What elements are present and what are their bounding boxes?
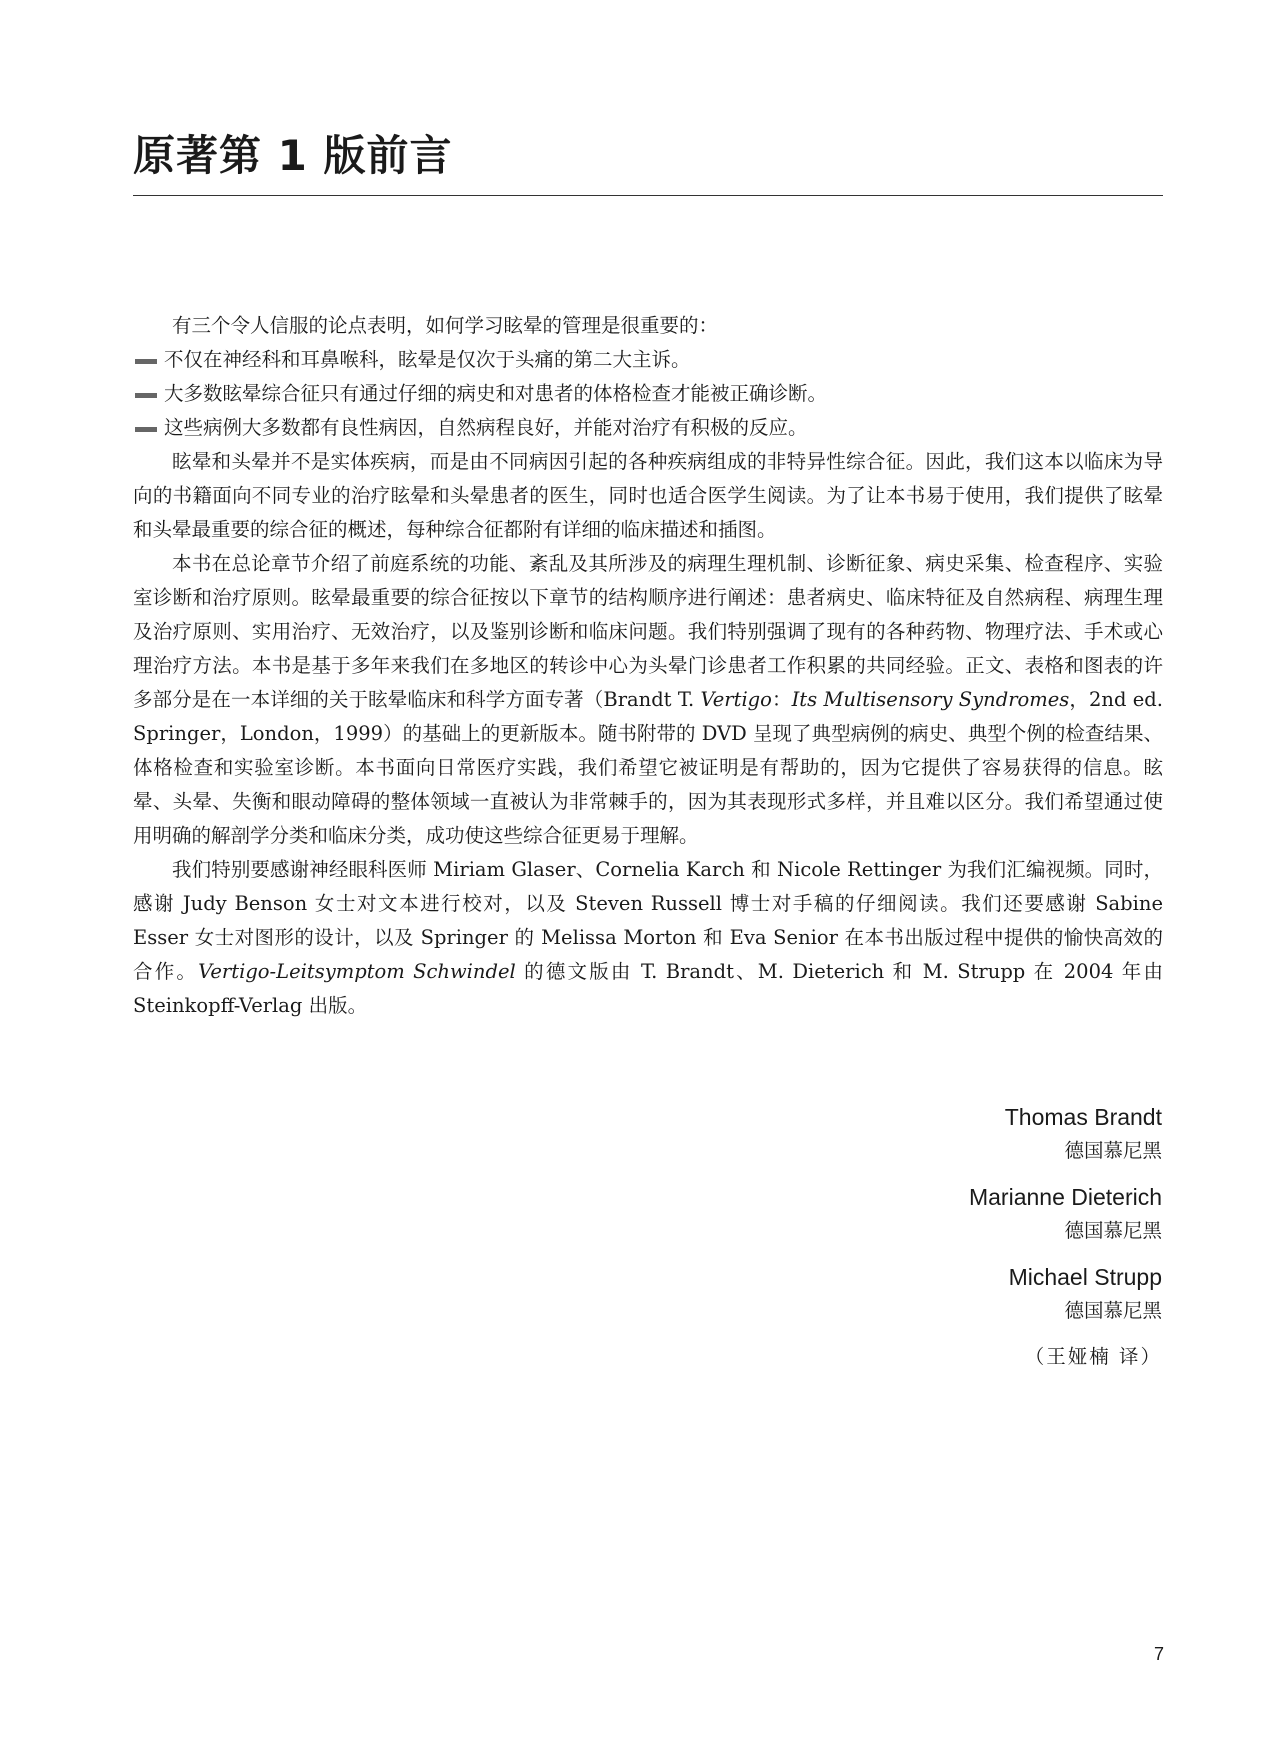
bullet-list xyxy=(133,343,1163,445)
bullet-item xyxy=(133,343,1163,377)
page-number: 7 xyxy=(1153,1644,1164,1664)
paragraph-1: 眩晕和头晕并不是实体疾病，而是由不同病因引起的各种疾病组成的非特异性综合征。因此，我们这本以临床为导向的书籍面向不同专业的治疗眩晕和头晕患者的医生，同时也适合医学生阅读。为了让本书易于使用，我们提供了眩晕和头晕最重要的综合征的概述，每种综合征都附有详细的临床描述和插图。 xyxy=(133,450,1163,541)
translator-credit: （王娅楠 译） xyxy=(1024,1345,1162,1368)
book-subtitle-italic: Its Multisensory Syndromes xyxy=(791,688,1070,711)
author-name: Marianne Dieterich xyxy=(968,1184,1162,1210)
german-title-italic: Vertigo-Leitsymptom Schwindel xyxy=(198,960,516,983)
bullet-text: 不仅在神经科和耳鼻喉科，眩晕是仅次于头痛的第二大主诉。 xyxy=(164,348,691,371)
intro-paragraph: 有三个令人信服的论点表明，如何学习眩晕的管理是很重要的： xyxy=(172,314,719,337)
dash-icon xyxy=(135,359,157,364)
preface-body xyxy=(133,309,1163,1023)
paragraph-2-text-b: ： xyxy=(771,688,792,711)
title-rule xyxy=(133,195,1163,196)
author-name: Thomas Brandt xyxy=(1004,1104,1162,1130)
bullet-item xyxy=(133,377,1163,411)
paragraph-3-text-b: 的德文版由 T. Brandt、M. Dieterich 和 M. Strupp 在 2004 年由 Steinkopff-Verlag 出版。 xyxy=(133,960,1163,1017)
paragraph-3-text-a: 我们特别要感谢神经眼科医师 Miriam Glaser、Cornelia Karch 和 Nicole Rettinger 为我们汇编视频。同时，感谢 Judy Benson 女士对文本进行校对，以及 Steven Russell 博士对手稿的仔细阅读。我们还要感谢 Sabine Esser 女士对图形的设计，以及 Springer 的 Melissa Morton 和 Eva Senior 在本书出版过程中提供的愉快高效的合作。 xyxy=(133,858,1163,983)
dash-icon xyxy=(135,393,157,398)
paragraph-3 xyxy=(133,853,1163,1023)
paragraph-2-text-a: 本书在总论章节介绍了前庭系统的功能、紊乱及其所涉及的病理生理机制、诊断征象、病史采集、检查程序、实验室诊断和治疗原则。眩晕最重要的综合征按以下章节的结构顺序进行阐述：患者病史、临床特征及自然病程、病理生理及治疗原则、实用治疗、无效治疗，以及鉴别诊断和临床问题。我们特别强调了现有的各种药物、物理疗法、手术或心理治疗方法。本书是基于多年来我们在多地区的转诊中心为头晕门诊患者工作积累的共同经验。正文、表格和图表的许多部分是在一本详细的关于眩晕临床和科学方面专著（Brandt T. xyxy=(133,552,1163,711)
page-title: 原著第 1 版前言 xyxy=(133,131,453,180)
author-location: 德国慕尼黑 xyxy=(1064,1299,1162,1322)
book-title-italic: Vertigo xyxy=(700,688,772,711)
author-name: Michael Strupp xyxy=(1008,1264,1162,1290)
bullet-item xyxy=(133,411,1163,445)
dash-icon xyxy=(135,427,157,432)
bullet-text: 大多数眩晕综合征只有通过仔细的病史和对患者的体格检查才能被正确诊断。 xyxy=(164,382,828,405)
author-location: 德国慕尼黑 xyxy=(1064,1219,1162,1242)
bullet-text: 这些病例大多数都有良性病因，自然病程良好，并能对治疗有积极的反应。 xyxy=(164,416,808,439)
paragraph-2-text-c: ，2nd ed. Springer，London，1999）的基础上的更新版本。随书附带的 DVD 呈现了典型病例的病史、典型个例的检查结果、体格检查和实验室诊断。本书面向日常医疗实践，我们希望它被证明是有帮助的，因为它提供了容易获得的信息。眩晕、头晕、失衡和眼动障碍的整体领域一直被认为非常棘手的，因为其表现形式多样，并且难以区分。我们希望通过使用明确的解剖学分类和临床分类，成功使这些综合征更易于理解。 xyxy=(133,688,1163,847)
author-location: 德国慕尼黑 xyxy=(1064,1139,1162,1162)
signature-block xyxy=(969,1100,1162,1374)
paragraph-2 xyxy=(133,547,1163,853)
